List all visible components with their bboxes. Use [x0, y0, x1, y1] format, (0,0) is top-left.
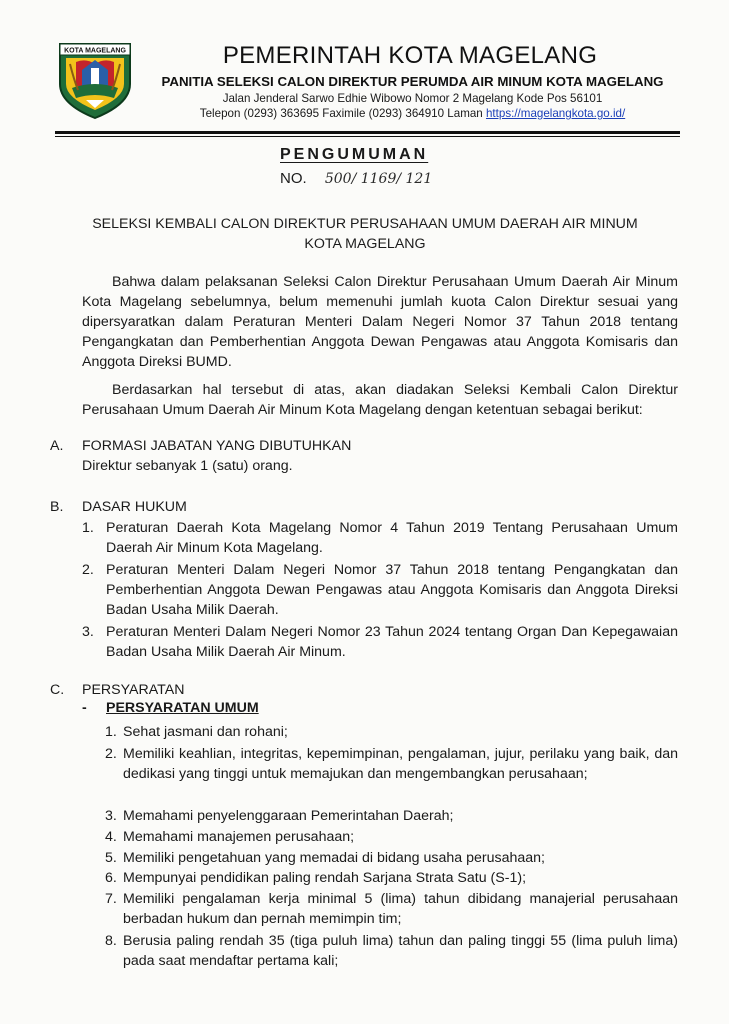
section-a-text: Direktur sebanyak 1 (satu) orang.	[82, 458, 293, 474]
item-text: Memiliki pengalaman kerja minimal 5 (lima) tahun dibidang manajerial perusahaan berbadan hukum dan pernah memimpin tim;	[123, 891, 678, 927]
number-value: 500/ 1169/ 121	[324, 171, 433, 187]
intro-paragraph-1: Bahwa dalam pelaksanan Seleksi Calon Direktur Perusahaan Umum Daerah Air Minum Kota Magelang sebelumnya, belum memenuhi jumlah kuota Calon Direktur sesuai yang dipersyaratkan dalam Peraturan Menteri Dalam Negeri Nomor 37 Tahun 2018 tentang Pengangkatan dan Pemberhentian Anggota Dewan Pengawas atau Anggota Komisaris dan Anggota Direksi BUMD.	[82, 274, 678, 370]
letterhead-rule-thin	[55, 136, 680, 137]
section-a-title: FORMASI JABATAN YANG DIBUTUHKAN	[82, 438, 352, 454]
subsection-dash: -	[82, 700, 87, 716]
section-c-letter: C.	[50, 682, 65, 698]
contact-line	[140, 107, 685, 120]
item-text: Peraturan Daerah Kota Magelang Nomor 4 Tahun 2019 Tentang Perusahaan Umum Daerah Air Minum Kota Magelang.	[106, 520, 678, 556]
item-number: 1.	[105, 724, 117, 740]
subject-line-2: KOTA MAGELANG	[304, 236, 426, 252]
item-number: 2.	[105, 746, 117, 762]
item-text: Mempunyai pendidikan paling rendah Sarjana Strata Satu (S-1);	[123, 870, 527, 886]
item-number: 2.	[82, 562, 94, 578]
section-b-letter: B.	[50, 499, 64, 515]
item-number: 1.	[82, 520, 94, 536]
item-number: 6.	[105, 870, 117, 886]
announcement-subject	[40, 214, 690, 254]
contact-text: Telepon (0293) 363695 Faximile (0293) 364910 Laman	[199, 107, 483, 120]
item-number: 4.	[105, 829, 117, 845]
committee-subtitle: PANITIA SELEKSI CALON DIREKTUR PERUMDA AIR MINUM KOTA MAGELANG	[161, 74, 664, 89]
section-c-title: PERSYARATAN	[82, 682, 185, 698]
intro-paragraph-2: Berdasarkan hal tersebut di atas, akan diadakan Seleksi Kembali Calon Direktur Perusahaan Umum Daerah Air Minum Kota Magelang dengan ketentuan sebagai berikut:	[82, 382, 678, 418]
letterhead-rule-thick	[55, 131, 680, 134]
logo-caption: KOTA MAGELANG	[64, 47, 126, 55]
item-text: Memiliki pengetahuan yang memadai di bidang usaha perusahaan;	[123, 850, 545, 866]
number-label: NO.	[280, 170, 307, 187]
subject-line-1: SELEKSI KEMBALI CALON DIREKTUR PERUSAHAAN UMUM DAERAH AIR MINUM	[92, 216, 638, 232]
item-number: 8.	[105, 933, 117, 949]
kota-magelang-logo	[56, 40, 134, 120]
section-b-title: DASAR HUKUM	[82, 499, 187, 515]
item-text: Memahami manajemen perusahaan;	[123, 829, 355, 845]
office-address: Jalan Jenderal Sarwo Edhie Wibowo Nomor 2 Magelang Kode Pos 56101	[222, 92, 603, 105]
announcement-heading: PENGUMUMAN	[280, 146, 429, 163]
general-requirements-title: PERSYARATAN UMUM	[106, 700, 259, 716]
item-number: 7.	[105, 891, 117, 907]
item-text: Peraturan Menteri Dalam Negeri Nomor 23 Tahun 2024 tentang Organ Dan Kepegawaian Badan Usaha Milik Daerah Air Minum.	[106, 624, 678, 660]
item-text: Memiliki keahlian, integritas, kepemimpinan, pengalaman, jujur, perilaku yang baik, dan dedikasi yang tinggi untuk memajukan dan mengembangkan perusahaan;	[123, 746, 678, 782]
government-title: PEMERINTAH KOTA MAGELANG	[222, 42, 598, 69]
item-text: Peraturan Menteri Dalam Negeri Nomor 37 Tahun 2018 tentang Pengangkatan dan Pemberhentian Anggota Dewan Pengawas atau Anggota Komisaris dan Anggota Direksi Badan Usaha Milik Daerah.	[106, 562, 678, 618]
item-text: Memahami penyelenggaraan Pemerintahan Daerah;	[123, 808, 454, 824]
item-text: Sehat jasmani dan rohani;	[123, 724, 288, 740]
item-number: 3.	[82, 624, 94, 640]
website-link[interactable]: https://magelangkota.go.id/	[485, 107, 626, 120]
item-number: 3.	[105, 808, 117, 824]
section-a-letter: A.	[50, 438, 64, 454]
announcement-number	[280, 170, 432, 187]
item-number: 5.	[105, 850, 117, 866]
item-text: Berusia paling rendah 35 (tiga puluh lima) tahun dan paling tinggi 55 (lima puluh lima) pada saat mendaftar pertama kali;	[123, 933, 678, 969]
